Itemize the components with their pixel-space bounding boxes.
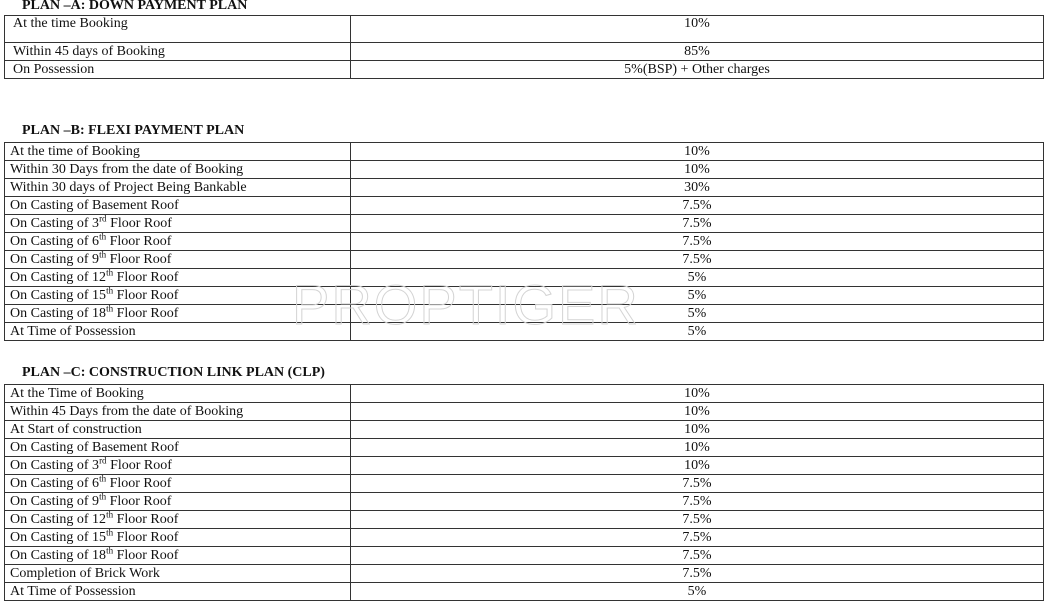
- table-row: [5, 529, 1044, 547]
- ordinal-suffix: th: [106, 268, 114, 278]
- stage-label: Within 45 days of Booking: [13, 44, 165, 59]
- stage-cell: [5, 439, 351, 457]
- stage-cell: [5, 403, 351, 421]
- percentage-cell: 5%: [351, 323, 1044, 341]
- table-row: [5, 547, 1044, 565]
- table-row: [5, 251, 1044, 269]
- stage-cell: [5, 287, 351, 305]
- stage-cell: [5, 565, 351, 583]
- stage-label-tail: Floor Roof: [113, 512, 179, 527]
- stage-cell: [5, 385, 351, 403]
- stage-cell: [5, 511, 351, 529]
- table-row: [5, 565, 1044, 583]
- stage-cell: [5, 529, 351, 547]
- percentage-cell: 30%: [351, 179, 1044, 197]
- percentage-cell: 10%: [351, 403, 1044, 421]
- percentage-cell: 85%: [351, 43, 1044, 61]
- percentage-cell: 7.5%: [351, 197, 1044, 215]
- stage-label: On Casting of 12: [10, 512, 107, 527]
- table-row: [5, 475, 1044, 493]
- stage-label: On Casting of 9: [10, 252, 100, 267]
- stage-cell: [5, 475, 351, 493]
- stage-cell: [5, 251, 351, 269]
- ordinal-suffix: th: [106, 546, 114, 556]
- stage-label: At Time of Possession: [10, 324, 136, 339]
- table-row: [5, 457, 1044, 475]
- table-row: [5, 287, 1044, 305]
- table-row: [5, 43, 1044, 61]
- plan-a-table: [4, 15, 1044, 79]
- stage-label: On Casting of 15: [10, 530, 107, 545]
- stage-label-tail: Floor Roof: [106, 476, 172, 491]
- stage-label: Within 30 Days from the date of Booking: [10, 162, 244, 177]
- stage-cell: [5, 457, 351, 475]
- percentage-cell: 10%: [351, 385, 1044, 403]
- table-row: [5, 269, 1044, 287]
- stage-label: On Casting of 18: [10, 548, 107, 563]
- stage-label-tail: Floor Roof: [113, 270, 179, 285]
- stage-cell: [5, 143, 351, 161]
- stage-label: On Casting of 12: [10, 270, 107, 285]
- table-row: [5, 323, 1044, 341]
- percentage-cell: 10%: [351, 16, 1044, 43]
- stage-label: On Casting of 18: [10, 306, 107, 321]
- stage-cell: [5, 421, 351, 439]
- proptiger-watermark: PROPTIGER: [292, 273, 640, 336]
- stage-label: On Casting of 15: [10, 288, 107, 303]
- stage-label-tail: Floor Roof: [106, 252, 172, 267]
- percentage-cell: 7.5%: [351, 475, 1044, 493]
- stage-cell: [5, 269, 351, 287]
- ordinal-suffix: th: [106, 286, 114, 296]
- percentage-cell: 10%: [351, 421, 1044, 439]
- stage-label: On Casting of 3: [10, 458, 100, 473]
- percentage-cell: 7.5%: [351, 547, 1044, 565]
- percentage-cell: 10%: [351, 457, 1044, 475]
- stage-cell: [5, 233, 351, 251]
- stage-cell: [5, 493, 351, 511]
- table-row: [5, 305, 1044, 323]
- ordinal-suffix: th: [99, 492, 107, 502]
- ordinal-suffix: th: [106, 528, 114, 538]
- percentage-cell: 7.5%: [351, 233, 1044, 251]
- stage-label: On Possession: [13, 62, 95, 77]
- percentage-cell: 7.5%: [351, 529, 1044, 547]
- percentage-cell: 5%: [351, 269, 1044, 287]
- ordinal-suffix: th: [99, 474, 107, 484]
- stage-label-tail: Floor Roof: [113, 288, 179, 303]
- stage-cell: [5, 215, 351, 233]
- table-row: [5, 583, 1044, 601]
- stage-cell: [5, 16, 351, 43]
- percentage-cell: 10%: [351, 161, 1044, 179]
- percentage-cell: 7.5%: [351, 511, 1044, 529]
- stage-label: At Time of Possession: [10, 584, 136, 599]
- stage-cell: [5, 179, 351, 197]
- stage-label-tail: Floor Roof: [106, 234, 172, 249]
- stage-label-tail: Floor Roof: [113, 306, 179, 321]
- stage-cell: [5, 305, 351, 323]
- table-row: [5, 179, 1044, 197]
- stage-cell: [5, 323, 351, 341]
- stage-label: On Casting of 3: [10, 216, 100, 231]
- stage-label: On Casting of Basement Roof: [10, 198, 179, 213]
- ordinal-suffix: th: [106, 304, 114, 314]
- stage-label: On Casting of 6: [10, 234, 100, 249]
- table-row: [5, 421, 1044, 439]
- stage-label-tail: Floor Roof: [113, 530, 179, 545]
- ordinal-suffix: rd: [99, 456, 107, 466]
- plan-a-title: PLAN –A: DOWN PAYMENT PLAN: [22, 0, 248, 13]
- stage-label: On Casting of 9: [10, 494, 100, 509]
- stage-cell: [5, 583, 351, 601]
- stage-label: Within 30 days of Project Being Bankable: [10, 180, 247, 195]
- percentage-cell: 10%: [351, 143, 1044, 161]
- percentage-cell: 10%: [351, 439, 1044, 457]
- stage-label: On Casting of Basement Roof: [10, 440, 179, 455]
- percentage-cell: 5%: [351, 287, 1044, 305]
- table-row: [5, 16, 1044, 43]
- stage-label: Within 45 Days from the date of Booking: [10, 404, 244, 419]
- stage-cell: [5, 547, 351, 565]
- stage-label: At the time of Booking: [10, 144, 140, 159]
- table-row: [5, 439, 1044, 457]
- stage-label-tail: Floor Roof: [113, 548, 179, 563]
- plan-b-title: PLAN –B: FLEXI PAYMENT PLAN: [22, 123, 245, 138]
- table-row: [5, 511, 1044, 529]
- table-row: [5, 197, 1044, 215]
- plan-c-title: PLAN –C: CONSTRUCTION LINK PLAN (CLP): [22, 365, 325, 380]
- table-row: [5, 385, 1044, 403]
- plan-b-table: [4, 142, 1044, 341]
- table-row: [5, 161, 1044, 179]
- ordinal-suffix: th: [99, 232, 107, 242]
- stage-label-tail: Floor Roof: [106, 494, 172, 509]
- plan-c-table: [4, 384, 1044, 601]
- ordinal-suffix: rd: [99, 214, 107, 224]
- stage-label: At the time Booking: [13, 16, 128, 31]
- percentage-cell: 7.5%: [351, 251, 1044, 269]
- stage-label: At Start of construction: [10, 422, 142, 437]
- stage-cell: [5, 161, 351, 179]
- stage-label: Completion of Brick Work: [10, 566, 160, 581]
- stage-label-tail: Floor Roof: [106, 458, 172, 473]
- table-row: [5, 61, 1044, 79]
- stage-label: On Casting of 6: [10, 476, 100, 491]
- percentage-cell: 7.5%: [351, 493, 1044, 511]
- stage-cell: [5, 61, 351, 79]
- table-row: [5, 215, 1044, 233]
- table-row: [5, 143, 1044, 161]
- table-row: [5, 403, 1044, 421]
- percentage-cell: 5%: [351, 583, 1044, 601]
- table-row: [5, 493, 1044, 511]
- table-row: [5, 233, 1044, 251]
- ordinal-suffix: th: [99, 250, 107, 260]
- stage-label-tail: Floor Roof: [106, 216, 172, 231]
- stage-label: At the Time of Booking: [10, 386, 144, 401]
- percentage-cell: 5%(BSP) + Other charges: [351, 61, 1044, 79]
- percentage-cell: 7.5%: [351, 565, 1044, 583]
- ordinal-suffix: th: [106, 510, 114, 520]
- stage-cell: [5, 43, 351, 61]
- stage-cell: [5, 197, 351, 215]
- percentage-cell: 7.5%: [351, 215, 1044, 233]
- percentage-cell: 5%: [351, 305, 1044, 323]
